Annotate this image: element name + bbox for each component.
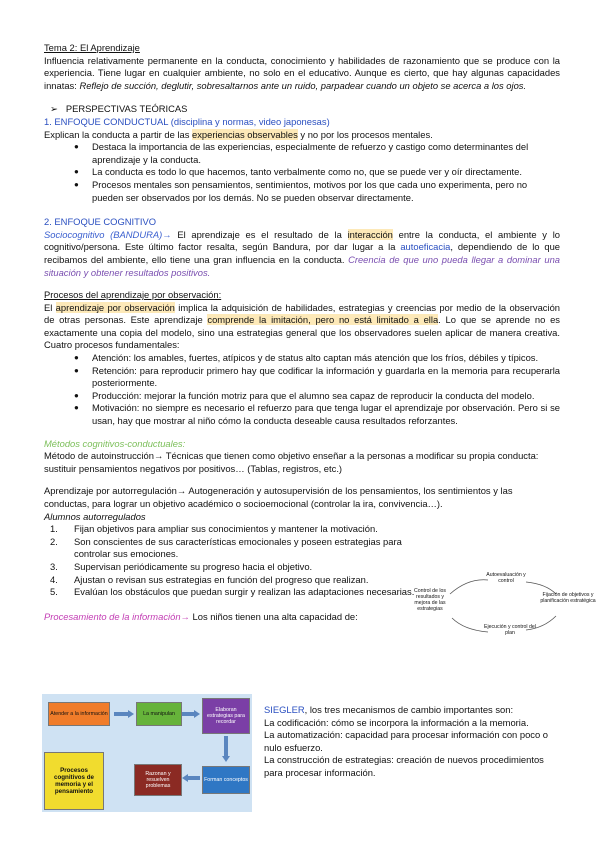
siegler-line: La codificación: cómo se incorpora la información a la memoria. xyxy=(264,716,529,728)
list-item: 3. Supervisan periódicamente su progreso hacia el objetivo. xyxy=(50,560,313,572)
intro-italic: Reflejo de succión, deglutir, sobresaltarnos ante un ruido, parpadear cuando un objeto se acerca a los ojos. xyxy=(79,79,527,91)
step-text: Evalúan los obstáculos que puedan surgir y realizan las adaptaciones necesarias. xyxy=(74,586,415,598)
list-item: 1. Fijan objetivos para ampliar sus conocimientos y mantener la motivación. xyxy=(50,523,378,535)
autorregulacion-cycle-diagram xyxy=(408,572,594,640)
box-atender: Atender a la información xyxy=(48,702,110,726)
procesamiento-label: Procesamiento de la información→ xyxy=(44,610,190,622)
cycle-bottom: Ejecución y control del plan xyxy=(484,624,536,636)
step-text: Son conscientes de sus características emocionales y poseen estrategias para controlar sus emociones. xyxy=(74,535,402,560)
autoinstruccion-paragraph: Método de autoinstrucción→ Técnicas que tienen como objetivo enseñar a la personas a modificar su propia conducta: sustituir pensamientos negativos por positivos… (Tablas, registros, etc.) xyxy=(44,450,539,474)
page-title: Tema 2: El Aprendizaje xyxy=(44,42,140,53)
creencia-note: Creencia de que uno pueda llegar a dominar una situación y obtener resultados positivos. xyxy=(44,253,560,278)
list-item: ● La conducta es todo lo que hacemos, tanto verbalmente como no, que se puede ver y oír directamente. xyxy=(92,166,560,179)
cycle-top: Autoevaluación y control xyxy=(486,572,526,584)
list-item: ● Destaca la importancia de las experiencias, especialmente de refuerzo y castigo como determinantes del aprendizaje y la conducta. xyxy=(92,141,560,166)
conductual-bullets xyxy=(44,141,560,204)
observacion-paragraph xyxy=(44,302,560,352)
cog-t2: entre la conducta, el ambiente y lo cognitivo/persona. Este último factor resalta, según Bandura, por dar lugar a la xyxy=(44,228,560,253)
intro-text: Influencia relativamente permanente en la conducta, conocimiento y habilidades de razonamiento que se produce con la experiencia. Tiene lugar en cualquier ambiente, no solo en el educativo. Aunque es cierto, que hay algunas capacidades innatas: xyxy=(44,54,560,91)
step-text: Fijan objetivos para ampliar sus conocimientos y mantener la motivación. xyxy=(74,523,378,535)
conductual-title: 1. ENFOQUE CONDUCTUAL xyxy=(44,115,169,127)
siegler-name: SIEGLER xyxy=(264,704,305,715)
box-estrategias: Elaboran estrategias para recordar xyxy=(202,698,250,734)
box-procesos: Procesos cognitivos de memoria y el pensamiento xyxy=(44,752,104,810)
cog-t1: El aprendizaje es el resultado de la xyxy=(171,228,348,240)
list-item: 5. Evalúan los obstáculos que puedan surgir y realizan las adaptaciones necesarias. xyxy=(50,586,415,598)
list-item: ● Retención: para reproducir primero hay que codificar la información y guardarla en la memoria para recuperarla posteriormente. xyxy=(92,365,560,390)
procesamiento-diagram xyxy=(42,694,252,812)
cognitivo-paragraph xyxy=(44,229,560,279)
observacion-bullets xyxy=(44,352,560,428)
obs-t2: implica la adquisición de habilidades, estrategias y creencias por medio de la observación de otras personas. Este aprendizaje xyxy=(44,301,560,326)
step-text: Supervisan periódicamente su progreso hacia el objetivo. xyxy=(74,560,313,572)
siegler-line: La construcción de estrategias: creación de nuevos procedimientos para procesar información. xyxy=(264,754,544,778)
procesamiento-rest: Los niños tienen una alta capacidad de: xyxy=(189,610,358,622)
autoeficacia-term: autoeficacia xyxy=(400,241,451,253)
siegler-rest: , los tres mecanismos de cambio importantes son: xyxy=(304,704,514,715)
conductual-note: (disciplina y normas, video japonesas) xyxy=(170,115,330,127)
conductual-heading xyxy=(44,116,560,129)
lead-a: Explican la conducta a partir de las xyxy=(44,128,192,140)
perspectivas-label: PERSPECTIVAS TEÓRICAS xyxy=(65,103,188,115)
cycle-right: Fijación de objetivos y planificación estratégica xyxy=(540,592,596,604)
cog-highlight: interacción xyxy=(347,228,393,240)
list-item: ● Producción: mejorar la función motriz para que el alumno sea capaz de reproducir la conducta del modelo. xyxy=(92,390,560,403)
alumnos-heading: Alumnos autorregulados xyxy=(44,510,146,522)
lead-b: y no por los procesos mentales. xyxy=(297,128,433,140)
list-item: 4. Ajustan o revisan sus estrategias en función del progreso que realizan. xyxy=(50,573,369,585)
siegler-line: La automatización: capacidad para procesar información con poco o nulo esfuerzo. xyxy=(264,729,549,753)
obs-highlight-2: comprende la imitación, pero no está limitado a ella xyxy=(207,314,439,326)
obs-t1: El xyxy=(44,301,56,313)
metodos-heading: Métodos cognitivos-conductuales: xyxy=(44,437,186,449)
obs-highlight-1: aprendizaje por observación xyxy=(55,301,175,313)
list-item: ● Atención: los amables, fuertes, atípicos y de status alto captan más atención que los fríos, débiles y típicos. xyxy=(92,352,560,365)
alumnos-steps xyxy=(44,523,415,599)
conductual-lead xyxy=(44,129,560,142)
box-conceptos: Forman conceptos xyxy=(202,766,250,794)
perspectivas-heading xyxy=(44,103,560,116)
siegler-block xyxy=(264,704,564,780)
arrow-icon: ➢ xyxy=(50,103,58,115)
box-razonan: Razonan y resuelven problemas xyxy=(134,764,182,796)
list-item: ● Motivación: no siempre es necesario el refuerzo para que tenga lugar el aprendizaje por observación. Pero si se usan, hay que mostrar al niño cómo la conducta deseable causa resultados reforzantes. xyxy=(92,402,560,427)
cog-t3: , dependiendo de lo que recibamos del ambiente, ello tiene una gran influencia en la conducta. xyxy=(44,241,560,265)
cycle-left: Control de los resultados y mejora de las estrategias xyxy=(413,588,446,612)
observacion-heading: Procesos del aprendizaje por observación: xyxy=(44,289,222,301)
document-page xyxy=(44,42,560,623)
box-manipulan: La manipulan xyxy=(136,702,182,726)
obs-t3: . Lo que se aprende no es exactamente una copia del modelo, sino una estrategias general que los observadores suelen aplicar de manera creativa. Cuatro procesos fundamentales: xyxy=(44,314,560,351)
cognitivo-heading: 2. ENFOQUE COGNITIVO xyxy=(44,216,156,228)
lead-highlight: experiencias observables xyxy=(192,128,298,140)
step-text: Ajustan o revisan sus estrategias en función del progreso que realizan. xyxy=(74,573,369,585)
siegler-intro xyxy=(264,704,564,717)
autorregulacion-paragraph: Aprendizaje por autorregulación→ Autogeneración y autosupervisión de los pensamientos, los sentimientos y las conductas, para lograr un objetivo académico o socioemocional (controlar la ira, convivencia…). xyxy=(44,485,513,509)
list-item: ● Procesos mentales son pensamientos, sentimientos, motivos por los que cada uno experimenta, pero no pueden ser observados por los demás. No se pueden observar directamente. xyxy=(92,179,560,204)
bandura-label: Sociocognitivo (BANDURA)→ xyxy=(44,228,172,240)
list-item: 2. Son conscientes de sus características emocionales y poseen estrategias para controlar sus emociones. xyxy=(50,535,402,560)
intro-paragraph xyxy=(44,55,560,93)
